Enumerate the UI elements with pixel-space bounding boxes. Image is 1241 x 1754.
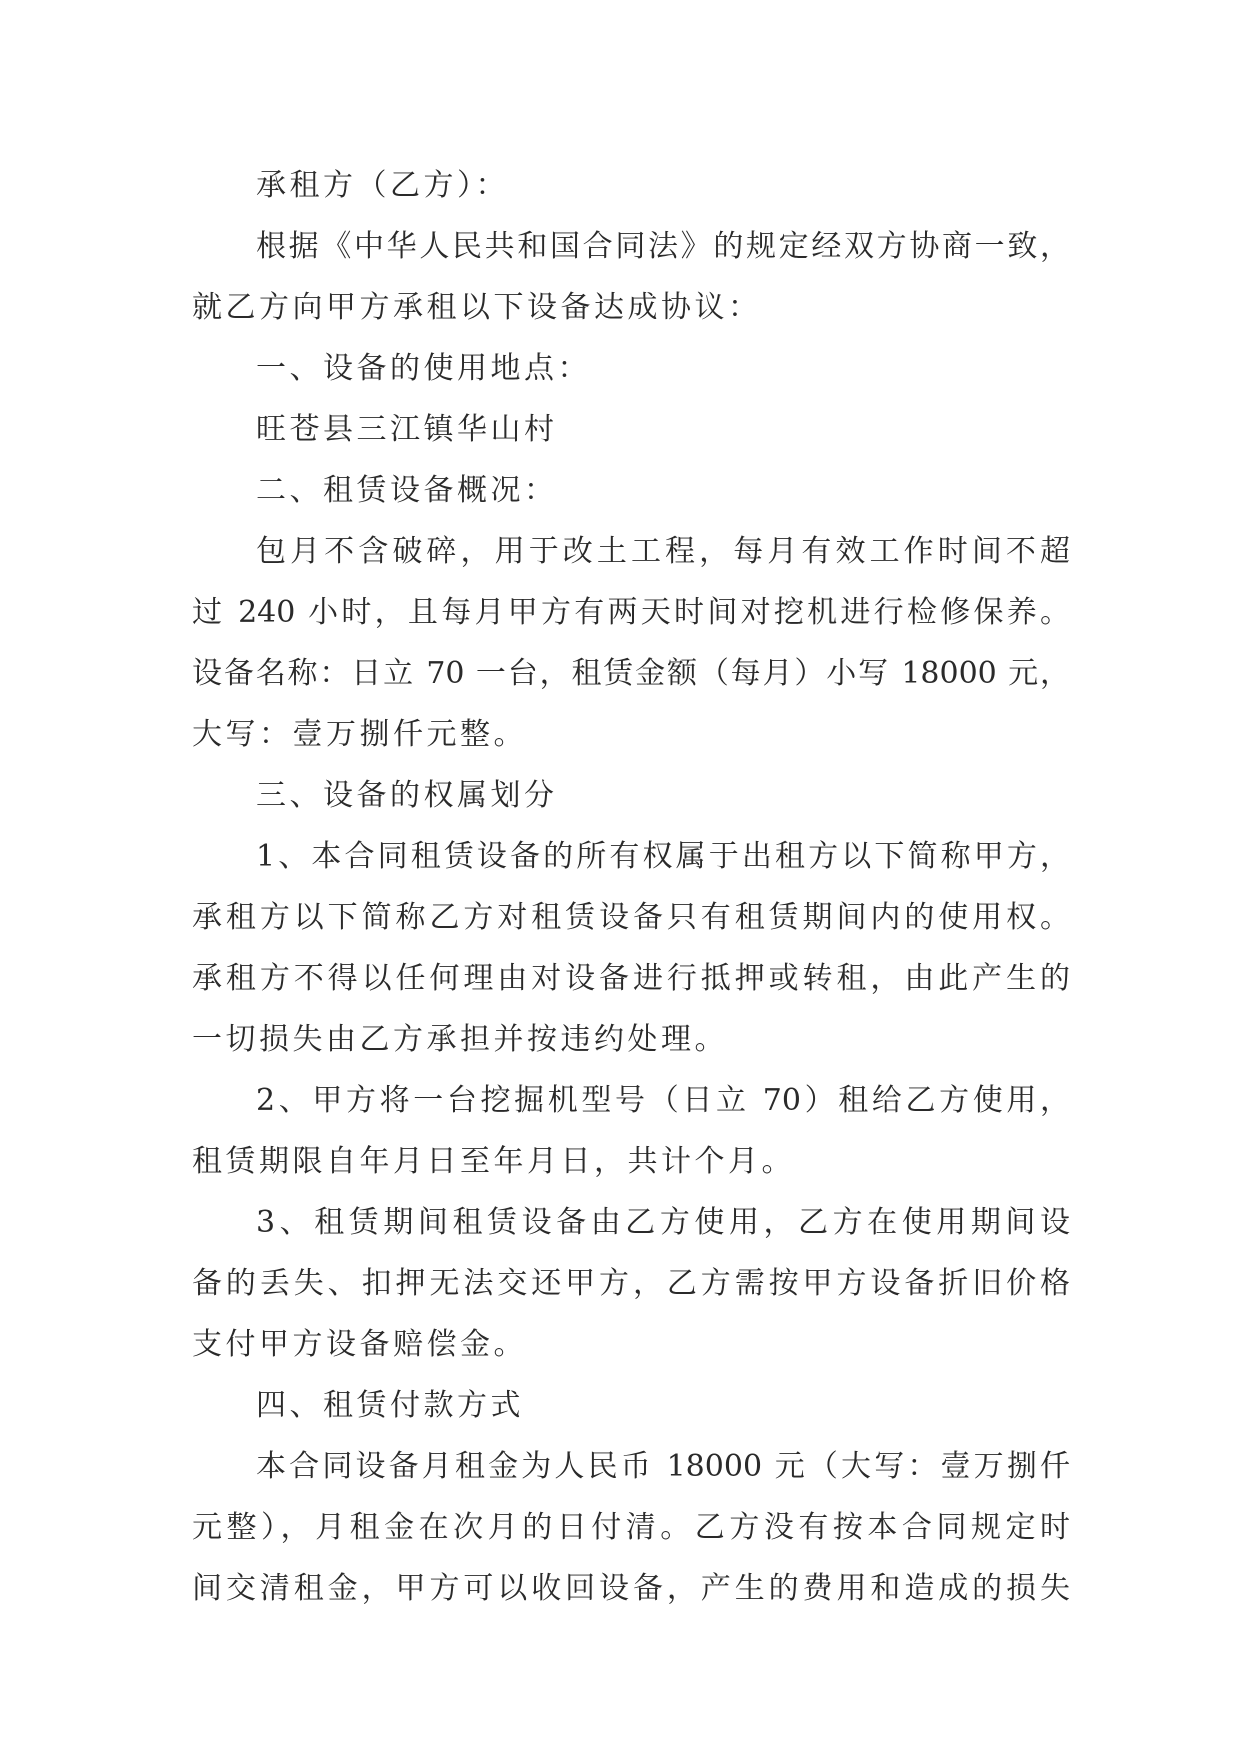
paragraph-line: 3、租赁期间租赁设备由乙方使用，乙方在使用期间设 <box>256 1205 1070 1240</box>
paragraph-line: 一切损失由乙方承担并按违约处理。 <box>192 1022 728 1057</box>
paragraph-line: 元整），月租金在次月的日付清。乙方没有按本合同规定时 <box>192 1510 1070 1545</box>
paragraph-line: 租赁期限自年月日至年月日，共计个月。 <box>192 1144 795 1179</box>
paragraph-line: 大写：壹万捌仟元整。 <box>192 717 527 752</box>
paragraph-line: 支付甲方设备赔偿金。 <box>192 1327 527 1362</box>
paragraph-line: 承租方不得以任何理由对设备进行抵押或转租，由此产生的 <box>192 961 1070 996</box>
paragraph-line: 2、甲方将一台挖掘机型号（日立 70）租给乙方使用， <box>256 1083 1070 1118</box>
paragraph-line: 本合同设备月租金为人民币 18000 元（大写：壹万捌仟 <box>256 1449 1070 1484</box>
lessee-line: 承租方（乙方）： <box>256 168 509 203</box>
section-heading: 三、设备的权属划分 <box>256 778 558 813</box>
paragraph-line: 间交清租金，甲方可以收回设备，产生的费用和造成的损失 <box>192 1571 1070 1606</box>
paragraph-line: 设备名称：日立 70 一台，租赁金额（每月）小写 18000 元， <box>192 656 1070 691</box>
paragraph-line: 旺苍县三江镇华山村 <box>256 412 558 447</box>
section-heading: 二、租赁设备概况： <box>256 473 558 508</box>
section-heading: 四、租赁付款方式 <box>256 1388 524 1423</box>
paragraph-line: 包月不含破碎，用于改土工程，每月有效工作时间不超 <box>256 534 1070 569</box>
paragraph-line: 根据《中华人民共和国合同法》的规定经双方协商一致， <box>256 229 1070 264</box>
paragraph-line: 1、本合同租赁设备的所有权属于出租方以下简称甲方， <box>256 839 1070 874</box>
section-heading: 一、设备的使用地点： <box>256 351 591 386</box>
paragraph-line: 就乙方向甲方承租以下设备达成协议： <box>192 290 762 325</box>
contract-body <box>192 155 1070 1619</box>
paragraph-line: 过 240 小时，且每月甲方有两天时间对挖机进行检修保养。 <box>192 595 1070 630</box>
paragraph-line: 备的丢失、扣押无法交还甲方，乙方需按甲方设备折旧价格 <box>192 1266 1070 1301</box>
paragraph-line: 承租方以下简称乙方对租赁设备只有租赁期间内的使用权。 <box>192 900 1070 935</box>
